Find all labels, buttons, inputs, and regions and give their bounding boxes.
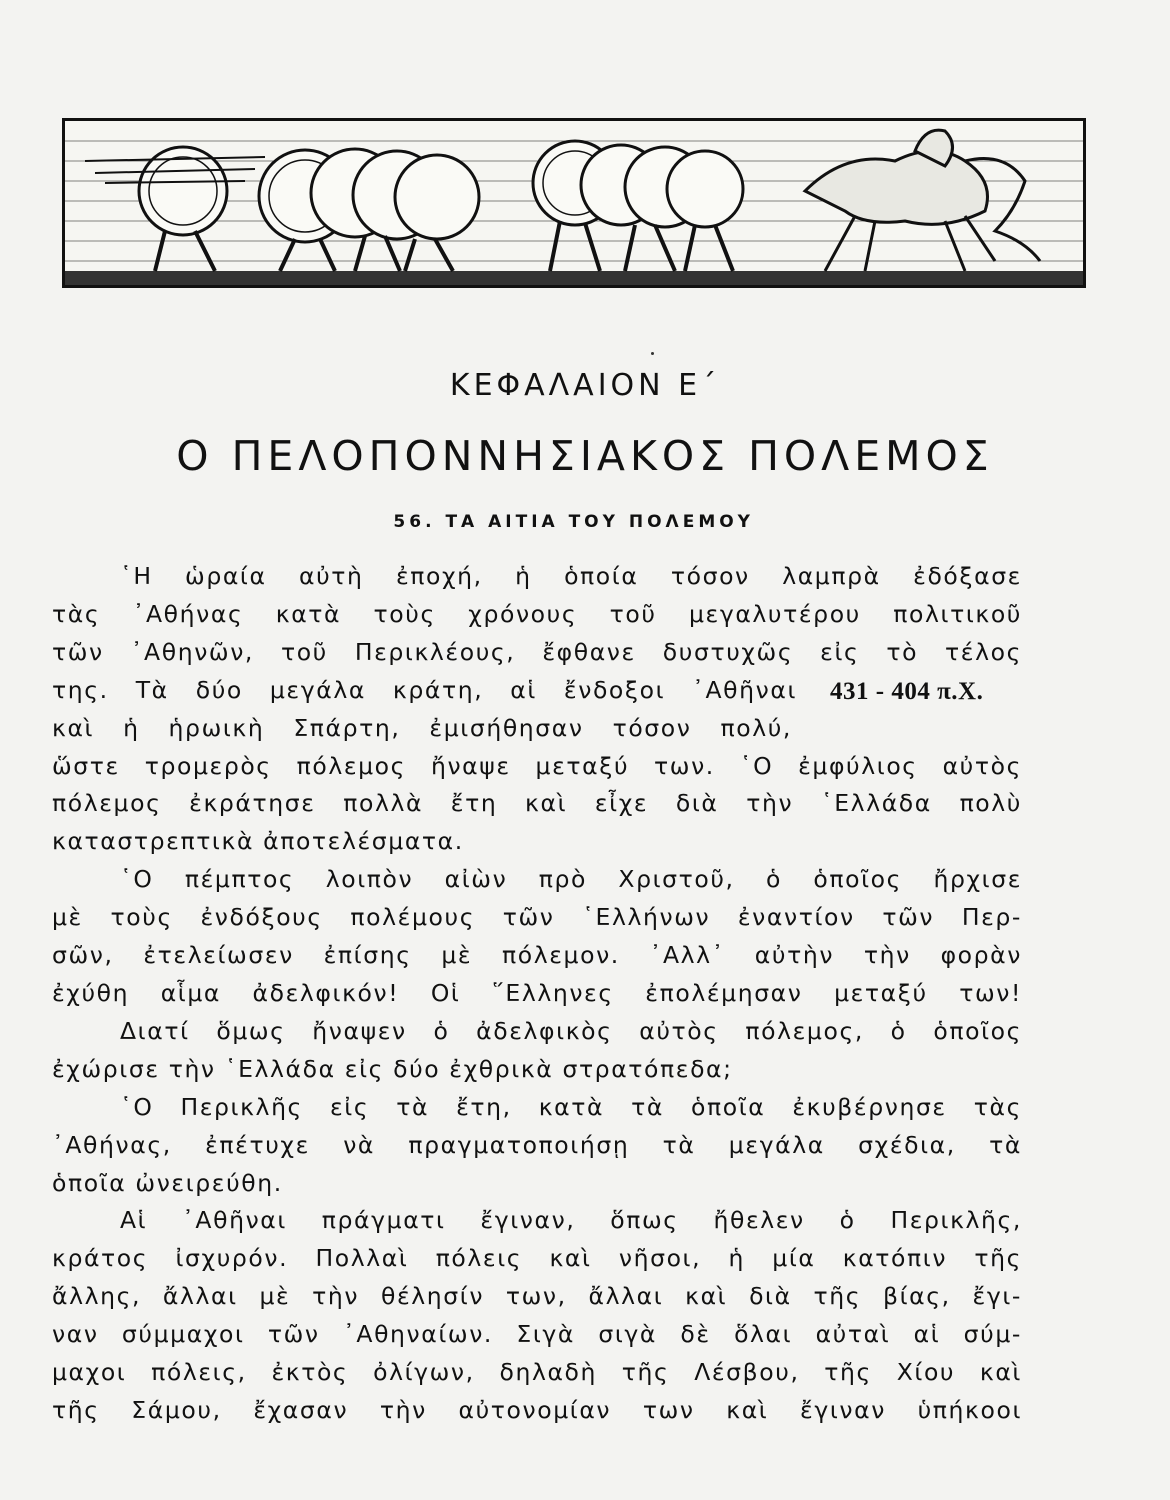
text-line: ῾Ο Περικλῆς εἰς τὰ ἔτη, κατὰ τὰ ὁποῖα ἐκυβέρνησε τὰς — [120, 1092, 1022, 1121]
text-line: ὁποῖα ὠνειρεύθη. — [52, 1168, 283, 1197]
text-line: μαχοι πόλεις, ἐκτὸς ὀλίγων, δηλαδὴ τῆς Λέσβου, τῆς Χίου καὶ — [52, 1358, 1022, 1387]
text-line: τῶν ᾿Αθηνῶν, τοῦ Περικλέους, ἔφθανε δυστυχῶς εἰς τὸ τέλος — [52, 637, 1022, 666]
text-line: Αἱ ᾿Αθῆναι πράγματι ἔγιναν, ὅπως ἤθελεν ὁ Περικλῆς, — [120, 1206, 1022, 1235]
header-frieze-illustration — [62, 118, 1086, 288]
text-line: καταστρεπτικὰ ἀποτελέσματα. — [52, 827, 464, 856]
text-line: μὲ τοὺς ἐνδόξους πολέμους τῶν ῾Ελλήνων ἐναντίον τῶν Περ- — [52, 903, 1022, 932]
text-line: σῶν, ἐτελείωσεν ἐπίσης μὲ πόλεμον. ᾿Αλλ᾿ αὐτὴν τὴν φορὰν — [52, 941, 1022, 970]
text-line: τὰς ᾿Αθήνας κατὰ τοὺς χρόνους τοῦ μεγαλυτέρου πολιτικοῦ — [52, 599, 1022, 628]
text-line: κράτος ἰσχυρόν. Πολλαὶ πόλεις καὶ νῆσοι, ἡ μία κατόπιν τῆς — [52, 1244, 1022, 1273]
section-heading-row — [0, 512, 1090, 532]
text-line: ᾿Αθήνας, ἐπέτυχε νὰ πραγματοποιήσῃ τὰ μεγάλα σχέδια, τὰ — [52, 1130, 1022, 1159]
text-line: ναν σύμμαχοι τῶν ᾿Αθηναίων. Σιγὰ σιγὰ δὲ ὅλαι αὐταὶ αἱ σύμ- — [52, 1320, 1022, 1349]
body-text — [52, 558, 1022, 1430]
chapter-title: Ο ΠΕΛΟΠΟΝΝΗΣΙΑΚΟΣ ΠΟΛΕΜΟΣ — [176, 432, 994, 480]
text-line: ῾Ο πέμπτος λοιπὸν αἰὼν πρὸ Χριστοῦ, ὁ ὁποῖος ἤρχισε — [120, 865, 1022, 894]
text-line: ἐχώρισε τὴν ῾Ελλάδα εἰς δύο ἐχθρικὰ στρατόπεδα; — [52, 1054, 733, 1083]
text-line: ἄλλης, ἄλλαι μὲ τὴν θέλησίν των, ἄλλαι καὶ διὰ τῆς βίας, ἔγι- — [52, 1282, 1022, 1311]
text-line: ῾Η ὡραία αὐτὴ ἐποχή, ἡ ὁποία τόσον λαμπρὰ ἐδόξασε — [120, 562, 1022, 590]
chapter-label: ΚΕΦΑΛΑΙΟΝ Ε΄ — [449, 368, 721, 403]
section-heading: 56. ΤΑ ΑΙΤΙΑ ΤΟΥ ΠΟΛΕΜΟΥ — [393, 512, 754, 532]
text-line: της. Τὰ δύο μεγάλα κράτη, αἱ ἔνδοξοι ᾿Αθῆναι — [52, 675, 797, 704]
text-line: ἐχύθη αἷμα ἀδελφικόν! Οἱ ῞Ελληνες ἐπολέμησαν μεταξύ των! — [52, 978, 1022, 1007]
text-line: καὶ ἡ ἡρωικὴ Σπάρτη, ἐμισήθησαν τόσον πολύ, — [52, 713, 792, 742]
margin-date-note: 431 - 404 π.Χ. — [830, 678, 984, 705]
text-line: πόλεμος ἐκράτησε πολλὰ ἔτη καὶ εἶχε διὰ τὴν ῾Ελλάδα πολὺ — [52, 789, 1022, 818]
text-line: Διατί ὅμως ἤναψεν ὁ ἀδελφικὸς αὐτὸς πόλεμος, ὁ ὁποῖος — [120, 1016, 1022, 1045]
text-line: τῆς Σάμου, ἔχασαν τὴν αὐτονομίαν των καὶ ἔγιναν ὑπήκοοι — [52, 1395, 1022, 1424]
hoplite-frieze-icon — [65, 121, 1083, 285]
text-line: ὥστε τρομερὸς πόλεμος ἤναψε μεταξύ των. ῾Ο ἐμφύλιος αὐτὸς — [52, 751, 1022, 780]
print-speck — [651, 352, 654, 355]
